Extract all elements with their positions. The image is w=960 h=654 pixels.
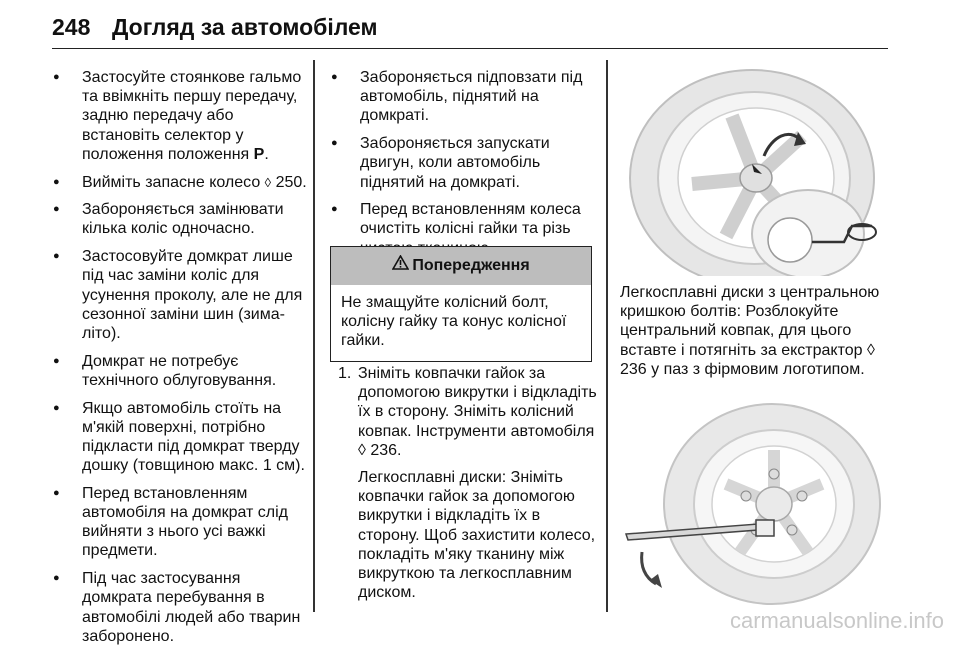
warning-text: Не змащуйте колісний болт, колісну гайку та конус колісної гайки. [341,294,567,350]
wheel-nut-cap-removal-illustration [622,392,884,606]
list-item: ● Забороняється замінювати кілька коліс одночасно. [52,200,307,238]
list-item: ● Застосовуйте домкрат лише під час заміни коліс для усунення проколу, але не для сезонної заміни шин (зима-літо). [52,247,307,343]
step-text-b: Легкосплавні диски: Зніміть ковпачки гайок за допомогою викрутки і відкладіть їх в сторону. Щоб захистити колесо, покладіть м'яку тканину між викруткою та легкосплавним диском. [358,469,596,602]
step-1 [338,364,600,604]
column-divider-left [313,60,315,612]
middle-bullet-list [330,68,592,258]
list-item: ● Забороняється запускати двигун, коли автомобіль піднятий на домкраті. [330,134,592,192]
list-item: ● Перед встановленням колеса очистіть колісні гайки та різь [330,200,592,258]
left-column [52,68,307,654]
warning-triangle-icon [392,247,409,285]
step-number: 1. [338,365,352,382]
list-item: ● Якщо автомобіль стоїть на м'якій поверхні, потрібно підкласти під домкрат тверду дошку (товщиною макс. 1 см). [52,399,307,476]
tools-page-link[interactable]: ◊ 236. [358,441,402,459]
warning-box [330,246,592,362]
list-item: ● Перед встановленням автомобіля на домкрат слід вийняти з нього усі важкі предмети. [52,484,307,561]
column-divider-right [606,60,608,612]
list-item: ● Під час застосування домкрата перебування в автомобілі людей або тварин заборонено. [52,569,307,646]
list-item: ● Домкрат не потребує технічного облуговування. [52,352,307,390]
spare-wheel-page-link[interactable]: 250. [275,173,307,191]
left-bullet-list [52,68,307,646]
gear-position-p: P [253,145,265,163]
page-number: 248 [52,14,91,40]
page-ref-icon: ◊ [264,174,272,190]
chapter-title: Догляд за автомобілем [112,14,378,40]
list-item: ● Вийміть запасне колесо ◊ 250. [52,173,307,192]
middle-column [330,68,592,266]
warning-header [331,247,591,285]
watermark: carmanualsonline.info [729,608,944,633]
step-text [358,364,598,602]
list-item: ● Застосуйте стоянкове гальмо та ввімкніть першу передачу, задню передачу або встановіть селектор у положення положення P. [52,68,307,164]
warning-title: Попередження [412,257,530,275]
list-item: ● Забороняється підповзати під автомобіль, піднятий на домкраті. [330,68,592,126]
alloy-wheel-center-cap-illustration [622,66,884,276]
center-cap-caption: Легкосплавні диски з центральною кришкою болтів: Розблокуйте центральний ковпак, для цього вставте і потягніть за екстрактор ◊ 236 у паз з фірмовим логотипом. [620,284,880,378]
step-text-a: Зніміть ковпачки гайок за допомогою викрутки і відкладіть їх в сторону. Зніміть колісний ковпак. Інструменти автомобіля [358,365,597,440]
page-header [52,8,888,49]
